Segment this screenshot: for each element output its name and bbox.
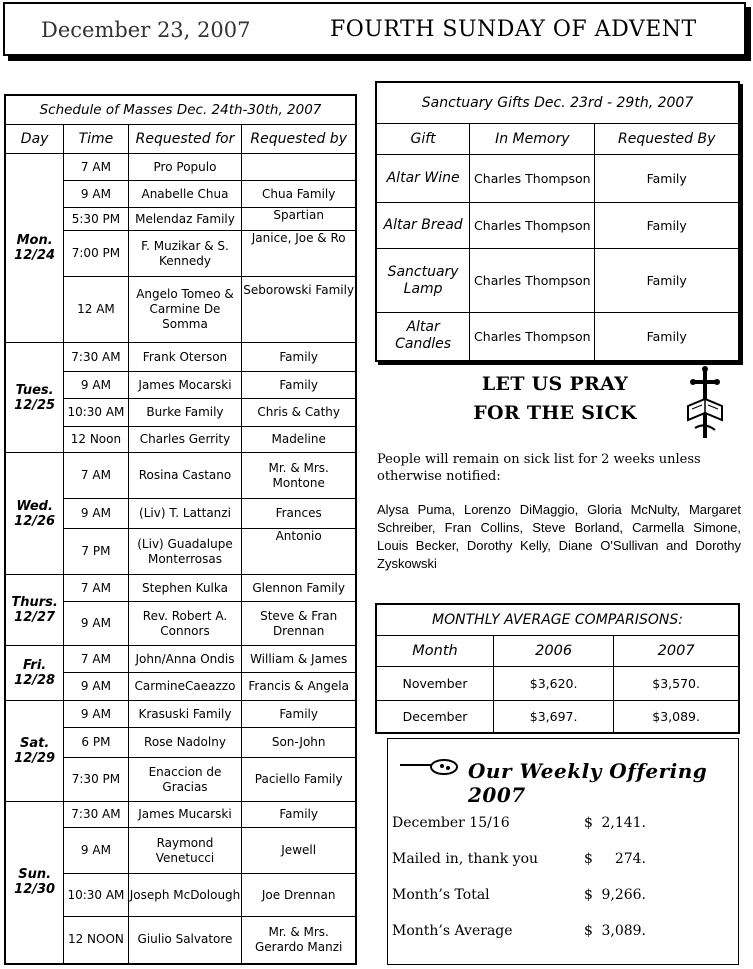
mass-day-cell [5,646,64,701]
mass-requested-for: Raymond Venetucci [128,828,242,874]
offering-label: Mailed in, thank you [392,851,539,867]
mass-requested-by: Steve & Fran Drennan [242,602,356,646]
pray-heading-line-1: LET US PRAY [481,373,629,395]
mass-day-cell [5,701,64,802]
mass-day-name: Mon. [16,233,53,248]
weekly-offering-box [387,738,739,965]
mass-requested-by: Glennon Family [242,575,356,602]
mass-requested-for: (Liv) Guadalupe Monterrosas [128,529,242,575]
mass-day-date: 12/28 [14,673,56,688]
mass-requested-by: Chris & Cathy [242,399,356,427]
offering-amount: 9,266. [601,887,646,903]
mass-requested-by: Janice, Joe & Ro [242,231,356,277]
table-row [376,313,739,361]
table-row [5,343,356,372]
mass-time: 9 AM [64,372,128,399]
mass-requested-for: Charles Gerrity [128,427,242,453]
mass-time: 7 AM [64,646,128,673]
mass-day-date: 12/30 [14,882,56,898]
mass-requested-by: Frances [242,499,356,529]
mass-requested-by: Seborowski Family [242,277,356,343]
column-header-2006: 2006 [493,636,613,667]
monthly-average-table [375,603,740,734]
mass-time: 7 PM [64,529,128,575]
mass-time: 7:30 AM [64,343,128,372]
column-header-requested-by: Requested By [595,124,739,155]
table-row [5,646,356,673]
table-row [5,701,356,728]
gift-name: Altar Wine [376,155,470,203]
gift-requested-by: Family [595,249,739,313]
offering-label: Month’s Average [392,923,513,939]
mass-day-date: 12/24 [14,248,56,263]
mass-requested-by: Family [242,372,356,399]
month-2006-value: $3,697. [493,701,613,733]
mass-requested-by: Madeline [242,427,356,453]
mass-schedule-table [4,94,357,965]
mass-requested-for: Rosina Castano [128,453,242,499]
mass-day-cell [5,453,64,575]
mass-time: 9 AM [64,673,128,701]
mass-time: 7 AM [64,154,128,181]
mass-requested-by: Chua Family [242,181,356,208]
mass-requested-for: James Mocarski [128,372,242,399]
mass-requested-by: Antonio [242,529,356,575]
mass-requested-for: Krasuski Family [128,701,242,728]
mass-day-name: Tues. [15,382,54,398]
mass-requested-by: Mr. & Mrs. Gerardo Manzi [242,917,356,964]
mass-time: 5:30 PM [64,208,128,231]
mass-day-cell [5,154,64,343]
gift-in-memory: Charles Thompson [470,313,595,361]
mass-requested-for: (Liv) T. Lattanzi [128,499,242,529]
table-row [5,802,356,828]
mass-requested-by: Mr. & Mrs. Montone [242,453,356,499]
mass-day-date: 12/29 [14,751,56,766]
column-header-time: Time [64,125,128,154]
offering-currency: $ [584,815,593,831]
offering-basket-icon [398,753,460,779]
mass-schedule-caption: Schedule of Masses Dec. 24th-30th, 2007 [5,95,356,125]
monthly-average-caption: MONTHLY AVERAGE COMPARISONS: [376,604,739,636]
month-2007-value: $3,089. [614,701,739,733]
mass-requested-for: Joseph McDolough [128,874,242,917]
gift-in-memory: Charles Thompson [470,249,595,313]
gift-name: Altar Bread [376,203,470,249]
column-header-2007: 2007 [614,636,739,667]
mass-day-name: Thurs. [11,595,58,610]
gift-name: Altar Candles [376,313,470,361]
mass-requested-by: Son-John [242,728,356,758]
mass-requested-for: Melendaz Family [128,208,242,231]
mass-requested-for: Frank Oterson [128,343,242,372]
gift-requested-by: Family [595,313,739,361]
mass-time: 7:00 PM [64,231,128,277]
offering-currency: $ [584,923,593,939]
mass-time: 12 AM [64,277,128,343]
mass-time: 12 NOON [64,917,128,964]
mass-time: 9 AM [64,701,128,728]
mass-requested-for: James Mucarski [128,802,242,828]
mass-time: 12 Noon [64,427,128,453]
mass-requested-by: Family [242,701,356,728]
sanctuary-gifts-table [375,81,740,362]
sick-list-note: People will remain on sick list for 2 weeks unless otherwise notified: [377,452,701,484]
gift-in-memory: Charles Thompson [470,203,595,249]
mass-time: 7 AM [64,575,128,602]
mass-time: 7 AM [64,453,128,499]
mass-time: 7:30 PM [64,758,128,802]
month-name: December [376,701,493,733]
bulletin-header [3,2,746,56]
mass-requested-by [242,154,356,181]
mass-requested-by: William & James [242,646,356,673]
gift-requested-by: Family [595,155,739,203]
table-row [5,453,356,499]
table-row [376,249,739,313]
month-2007-value: $3,570. [614,667,739,701]
mass-requested-for: Anabelle Chua [128,181,242,208]
offering-currency: $ [584,887,593,903]
sick-list-names: Alysa Puma, Lorenzo DiMaggio, Gloria McNulty, Margaret Schreiber, Fran Collins, Steve Borland, Carmella Simone, Louis Becker, Dorothy Kelly, Diane O'Sullivan and Dorothy Zyskowski [377,502,741,571]
mass-requested-for: Enaccion de Gracias [128,758,242,802]
mass-requested-by: Family [242,343,356,372]
mass-day-cell [5,575,64,646]
sanctuary-gifts-caption: Sanctuary Gifts Dec. 23rd - 29th, 2007 [376,82,739,124]
column-header-gift: Gift [376,124,470,155]
table-row [376,701,739,733]
mass-day-name: Sun. [18,867,52,883]
mass-requested-by: Family [242,802,356,828]
mass-requested-for: CarmineCaeazzo [128,673,242,701]
gift-name: Sanctuary Lamp [376,249,470,313]
mass-requested-by: Francis & Angela [242,673,356,701]
mass-requested-for: Stephen Kulka [128,575,242,602]
mass-day-name: Wed. [16,498,53,514]
mass-time: 9 AM [64,499,128,529]
mass-requested-by: Jewell [242,828,356,874]
mass-time: 10:30 AM [64,399,128,427]
mass-requested-for: Rose Nadolny [128,728,242,758]
gift-in-memory: Charles Thompson [470,155,595,203]
column-header-in-memory: In Memory [470,124,595,155]
mass-requested-for: Angelo Tomeo & Carmine De Somma [128,277,242,343]
offering-amount: 274. [614,851,646,867]
mass-day-cell [5,343,64,453]
mass-requested-by: Paciello Family [242,758,356,802]
mass-requested-for: Rev. Robert A. Connors [128,602,242,646]
mass-time: 9 AM [64,181,128,208]
column-header-requested-for: Requested for [128,125,242,154]
mass-time: 9 AM [64,602,128,646]
mass-time: 6 PM [64,728,128,758]
mass-requested-by: Spartian [242,208,356,231]
table-row [5,575,356,602]
table-row [376,667,739,701]
offering-amount: 3,089. [601,923,646,939]
mass-requested-for: Pro Populo [128,154,242,181]
month-name: November [376,667,493,701]
mass-day-name: Fri. [22,658,47,673]
column-header-month: Month [376,636,493,667]
column-header-requested-by: Requested by [242,125,356,154]
offering-label: Month’s Total [392,887,490,903]
mass-time: 10:30 AM [64,874,128,917]
mass-day-date: 12/25 [14,397,56,413]
bulletin-date: December 23, 2007 [41,18,251,42]
mass-day-date: 12/26 [14,513,56,529]
gift-requested-by: Family [595,203,739,249]
table-row [376,203,739,249]
table-row [5,154,356,181]
mass-schedule-body [5,154,356,964]
mass-day-name: Sat. [19,736,50,751]
mass-requested-for: Giulio Salvatore [128,917,242,964]
pray-for-sick-heading [430,370,680,428]
cross-bible-icon [683,366,727,440]
mass-day-date: 12/27 [14,610,56,625]
mass-time: 9 AM [64,828,128,874]
offering-label: December 15/16 [392,815,510,831]
month-2006-value: $3,620. [493,667,613,701]
bulletin-title: FOURTH SUNDAY OF ADVENT [330,17,697,42]
mass-requested-for: F. Muzikar & S. Kennedy [128,231,242,277]
pray-heading-line-2: FOR THE SICK [473,402,637,424]
offering-amount: 2,141. [601,815,646,831]
weekly-offering-title: Our Weekly Offering 2007 [468,759,708,807]
mass-requested-for: Burke Family [128,399,242,427]
mass-requested-by: Joe Drennan [242,874,356,917]
column-header-day: Day [5,125,64,154]
mass-time: 7:30 AM [64,802,128,828]
offering-currency: $ [584,851,593,867]
mass-requested-for: John/Anna Ondis [128,646,242,673]
mass-day-cell [5,802,64,964]
table-row [376,155,739,203]
